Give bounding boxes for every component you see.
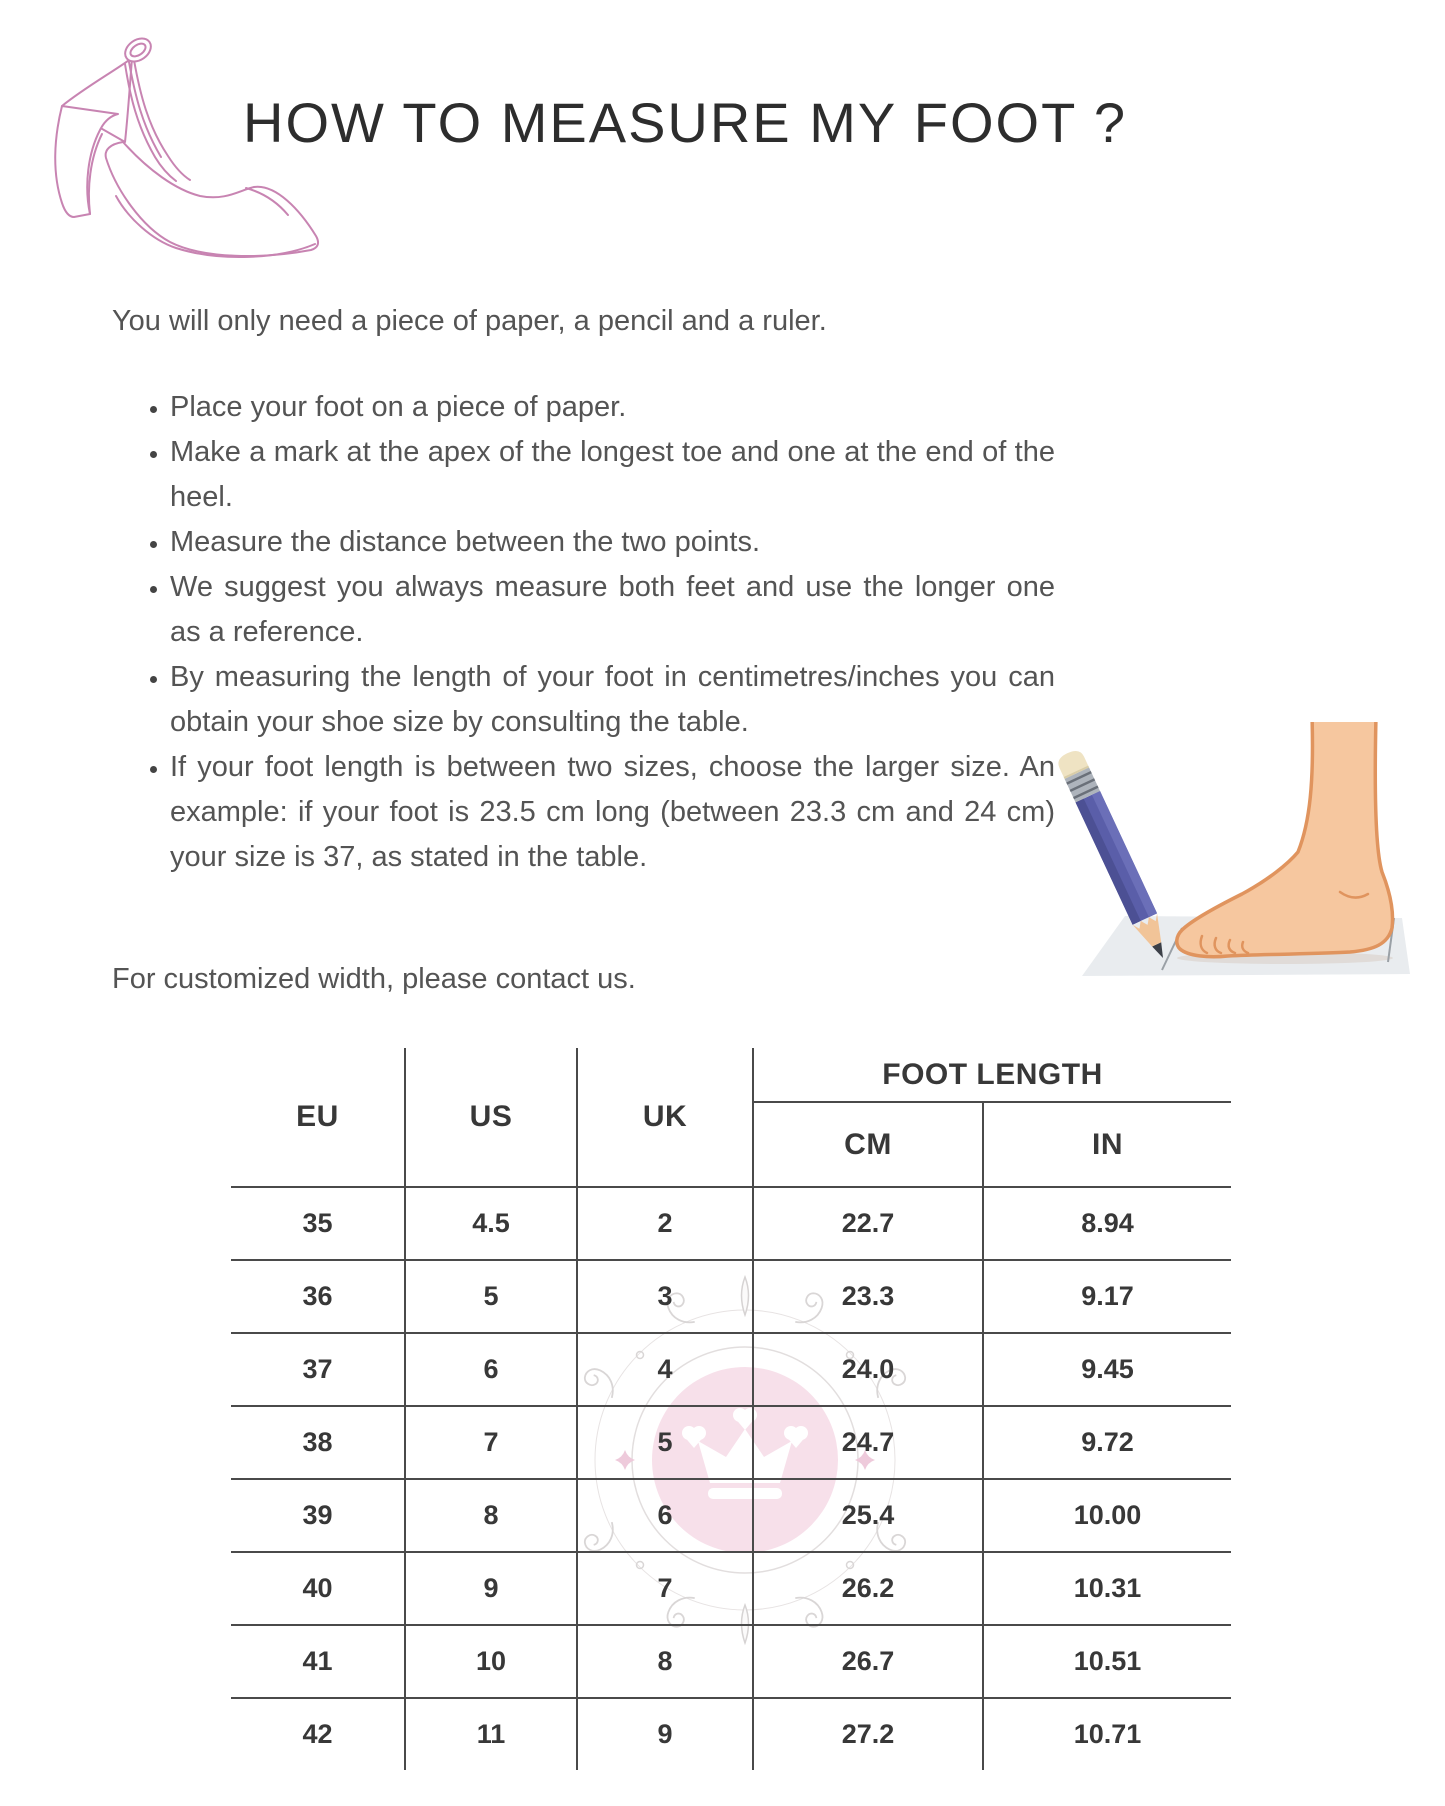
list-item: • Place your foot on a piece of paper. [170, 385, 1055, 430]
table-cell: 10 [405, 1625, 577, 1698]
column-header-us: US [405, 1048, 577, 1187]
table-cell: 39 [231, 1479, 405, 1552]
table-cell: 8 [577, 1625, 753, 1698]
table-cell: 42 [302, 1719, 333, 1749]
table-cell: 24.0 [753, 1333, 983, 1406]
column-group-foot-length: FOOT LENGTH [753, 1048, 1231, 1102]
table-row [231, 1479, 1231, 1552]
intro-text: You will only need a piece of paper, a pencil and a ruler. [112, 305, 827, 337]
column-header-in: IN [983, 1102, 1231, 1187]
column-header-uk: UK [577, 1048, 753, 1187]
table-cell: 26.2 [753, 1552, 983, 1625]
table-cell: 40 [231, 1552, 405, 1625]
list-item: • By measuring the length of your foot in centimetres/inches you can obtain your shoe size by consulting the table. [170, 655, 1055, 745]
instruction-list [140, 385, 1055, 880]
table-cell: 9.72 [983, 1406, 1231, 1479]
table-cell: 24.7 [753, 1406, 983, 1479]
table-cell: 3 [577, 1260, 753, 1333]
table-cell: 9 [577, 1698, 753, 1770]
table-row [231, 1698, 1231, 1770]
table-cell: 4.5 [405, 1187, 577, 1260]
table-cell: 7 [577, 1552, 753, 1625]
table-cell: 35 [231, 1187, 405, 1260]
table-cell: 36 [231, 1260, 405, 1333]
page-title: HOW TO MEASURE MY FOOT ? [243, 91, 1127, 154]
table-cell: 37 [231, 1333, 405, 1406]
table-row [231, 1333, 1231, 1406]
table-cell: 23.3 [753, 1260, 983, 1333]
table-cell: 5 [577, 1406, 753, 1479]
table-row [231, 1552, 1231, 1625]
list-item: • Measure the distance between the two points. [170, 520, 1055, 565]
table-cell: 26.7 [753, 1625, 983, 1698]
table-cell: 38 [231, 1406, 405, 1479]
list-item: • Make a mark at the apex of the longest toe and one at the end of the heel. [170, 430, 1055, 520]
table-row [231, 1260, 1231, 1333]
table-cell: 8.94 [983, 1187, 1231, 1260]
table-cell: 9.17 [983, 1260, 1231, 1333]
table-cell: 9.45 [983, 1333, 1231, 1406]
contact-note: For customized width, please contact us. [112, 963, 636, 995]
table-cell: 6 [405, 1333, 577, 1406]
table-row [231, 1187, 1231, 1260]
table-row [231, 1625, 1231, 1698]
table-row [231, 1406, 1231, 1479]
table-cell: 5 [405, 1260, 577, 1333]
table-cell: 9 [405, 1552, 577, 1625]
table-cell: 10.31 [983, 1552, 1231, 1625]
size-conversion-table [231, 1048, 1231, 1770]
column-header-cm: CM [753, 1102, 983, 1187]
table-cell: 22.7 [753, 1187, 983, 1260]
column-header-eu: EU [231, 1048, 405, 1187]
table-cell: 10.71 [983, 1698, 1231, 1770]
foot-measurement-illustration [1030, 722, 1445, 1042]
table-cell: 8 [405, 1479, 577, 1552]
table-cell: 10.51 [983, 1625, 1231, 1698]
table-cell: 11 [405, 1698, 577, 1770]
table-cell: 41 [231, 1625, 405, 1698]
foot-icon [1177, 722, 1393, 957]
table-cell: 6 [577, 1479, 753, 1552]
table-cell: 25.4 [753, 1479, 983, 1552]
table-cell: 10.00 [983, 1479, 1231, 1552]
table-cell: 27.2 [753, 1698, 983, 1770]
list-item: • If your foot length is between two sizes, choose the larger size. An example: if your foot is 23.5 cm long (between 23.3 cm and 24 cm) your size is 37, as stated in the table. [170, 745, 1055, 880]
table-cell: 4 [577, 1333, 753, 1406]
table-cell: 2 [577, 1187, 753, 1260]
table-cell: 7 [405, 1406, 577, 1479]
list-item: • We suggest you always measure both feet and use the longer one as a reference. [170, 565, 1055, 655]
